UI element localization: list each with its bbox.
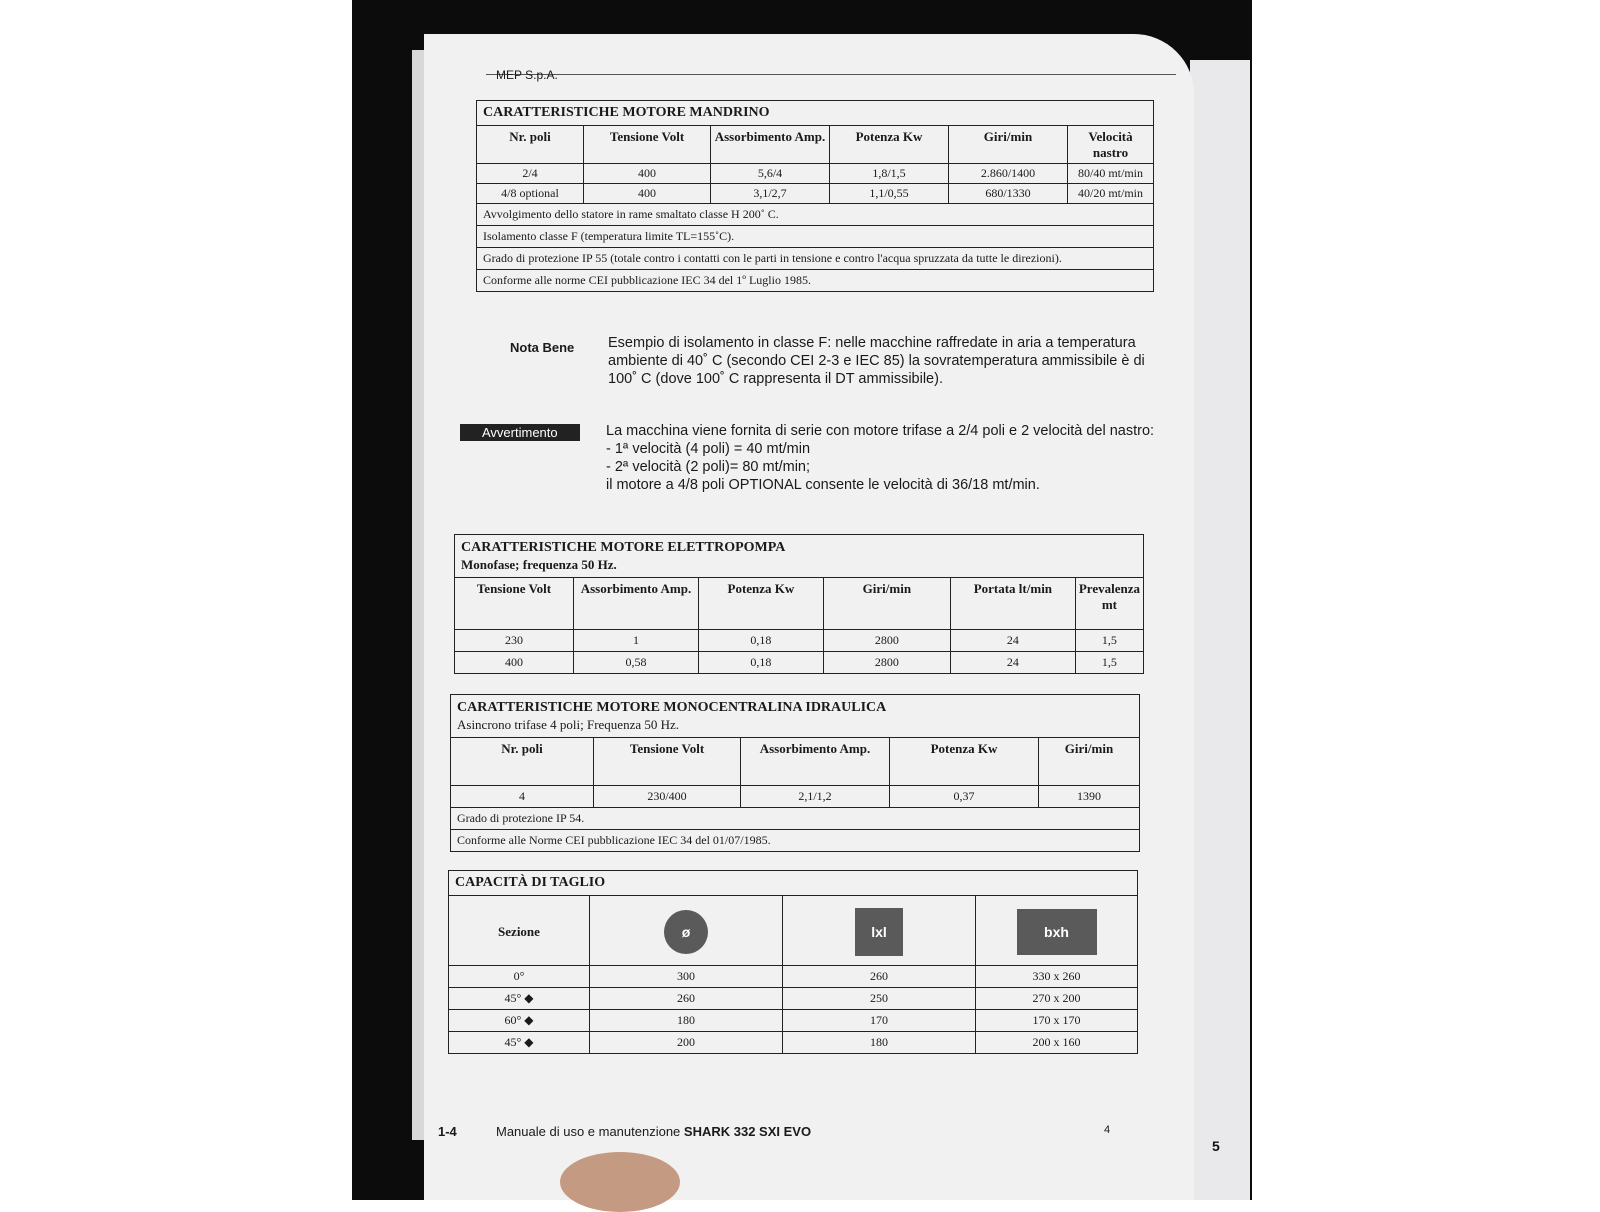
- table-row: [455, 652, 1144, 674]
- table-cell: 230/400: [594, 786, 741, 808]
- table-cell: 40/20 mt/min: [1068, 184, 1154, 204]
- nota-bene-text: Esempio di isolamento in classe F: nelle macchine raffredate in aria a temperatura ambiente di 40˚ C (secondo CEI 2-3 e IEC 85) la sovratemperatura ammissibile è di 100˚ C (dove 100˚ C rappresenta il DT ammissibile).: [608, 335, 1145, 387]
- warning-badge: Avvertimento: [460, 424, 580, 441]
- table-cell: 400: [584, 164, 711, 184]
- table-cell: 0,18: [698, 652, 823, 674]
- monocentralina-header: Nr. poli: [451, 738, 594, 786]
- table-cell: 24: [950, 652, 1075, 674]
- mandrino-section: [476, 100, 1154, 292]
- mandrino-header: Assorbimento Amp.: [711, 126, 830, 164]
- table-row: [477, 164, 1154, 184]
- note-line: Grado di protezione IP 54.: [451, 808, 1140, 830]
- table-cell: 180: [590, 1010, 783, 1032]
- table-cell: 2800: [823, 630, 950, 652]
- taglio-section-header: Sezione: [449, 896, 590, 966]
- next-page-edge: [1190, 60, 1250, 1200]
- table-cell: 0,37: [890, 786, 1039, 808]
- warning-line: La macchina viene fornita di serie con motore trifase a 2/4 poli e 2 velocità del nastro:: [606, 423, 1155, 439]
- table-cell: 1: [573, 630, 698, 652]
- table-cell: 2,1/1,2: [741, 786, 890, 808]
- mandrino-header: Tensione Volt: [584, 126, 711, 164]
- table-cell: 230: [455, 630, 574, 652]
- monocentralina-header: Tensione Volt: [594, 738, 741, 786]
- elettropompa-table: [454, 534, 1144, 674]
- elettropompa-title: CARATTERISTICHE MOTORE ELETTROPOMPA: [461, 540, 786, 555]
- rectangle-section-icon: bxh: [1017, 909, 1097, 955]
- table-cell: 0°: [449, 966, 590, 988]
- table-cell: 680/1330: [949, 184, 1068, 204]
- mandrino-header: Velocità nastro: [1068, 126, 1154, 164]
- elettropompa-header: Potenza Kw: [698, 578, 823, 630]
- table-cell: 24: [950, 630, 1075, 652]
- elettropompa-header: Portata lt/min: [950, 578, 1075, 630]
- nota-bene-label: Nota Bene: [510, 340, 575, 355]
- table-cell: 45° ◆: [449, 988, 590, 1010]
- table-cell: 60° ◆: [449, 1010, 590, 1032]
- page-number: 1-4: [438, 1124, 457, 1139]
- footer-model: SHARK 332 SXI EVO: [683, 1124, 812, 1139]
- elettropompa-subtitle: Monofase; frequenza 50 Hz.: [461, 557, 617, 572]
- table-row: [455, 630, 1144, 652]
- table-cell: 250: [783, 988, 976, 1010]
- thumb: [560, 1152, 680, 1212]
- monocentralina-title: CARATTERISTICHE MOTORE MONOCENTRALINA IDRAULICA: [457, 700, 887, 715]
- table-row: [449, 988, 1138, 1010]
- table-cell: 2/4: [477, 164, 584, 184]
- table-cell: 170 x 170: [976, 1010, 1138, 1032]
- diameter-icon: ø: [664, 910, 708, 954]
- header-rule: [486, 74, 1176, 75]
- monocentralina-header: Giri/min: [1039, 738, 1140, 786]
- monocentralina-section: [450, 694, 1140, 852]
- table-cell: 1390: [1039, 786, 1140, 808]
- taglio-square-header: [783, 896, 976, 966]
- taglio-section: [448, 870, 1138, 1054]
- mandrino-title: CARATTERISTICHE MOTORE MANDRINO: [477, 101, 1154, 126]
- table-cell: 4/8 optional: [477, 184, 584, 204]
- mandrino-notes: [476, 203, 1154, 292]
- footer-small-number: 4: [1104, 1124, 1111, 1136]
- table-cell: 200 x 160: [976, 1032, 1138, 1054]
- table-cell: 400: [455, 652, 574, 674]
- table-cell: 45° ◆: [449, 1032, 590, 1054]
- table-cell: 200: [590, 1032, 783, 1054]
- footer-manual-title: [496, 1124, 811, 1139]
- table-row: [449, 966, 1138, 988]
- warning-line: - 1ª velocità (4 poli) = 40 mt/min: [606, 441, 811, 457]
- mandrino-table: [476, 100, 1154, 204]
- monocentralina-table: [450, 694, 1140, 808]
- taglio-rect-header: [976, 896, 1138, 966]
- next-page-number: 5: [1212, 1138, 1220, 1154]
- note-line: Conforme alle norme CEI pubblicazione IEC 34 del 1º Luglio 1985.: [477, 270, 1154, 292]
- table-cell: 80/40 mt/min: [1068, 164, 1154, 184]
- elettropompa-header: Prevalenza mt: [1075, 578, 1143, 630]
- table-cell: 1,1/0,55: [830, 184, 949, 204]
- table-cell: 170: [783, 1010, 976, 1032]
- footer-manual-label: Manuale di uso e manutenzione: [496, 1124, 681, 1139]
- monocentralina-notes: [450, 807, 1140, 852]
- table-cell: 330 x 260: [976, 966, 1138, 988]
- table-row: [451, 786, 1140, 808]
- table-row: [449, 1032, 1138, 1054]
- elettropompa-header: Assorbimento Amp.: [573, 578, 698, 630]
- page-header: MEP S.p.A.: [496, 68, 558, 82]
- table-cell: 300: [590, 966, 783, 988]
- monocentralina-header: Assorbimento Amp.: [741, 738, 890, 786]
- table-cell: 2800: [823, 652, 950, 674]
- table-cell: 1,5: [1075, 652, 1143, 674]
- warning-line: il motore a 4/8 poli OPTIONAL consente le velocità di 36/18 mt/min.: [606, 477, 1040, 493]
- mandrino-header: Potenza Kw: [830, 126, 949, 164]
- table-cell: 5,6/4: [711, 164, 830, 184]
- table-cell: 0,18: [698, 630, 823, 652]
- warning-text: [606, 422, 1166, 494]
- warning-line: - 2ª velocità (2 poli)= 80 mt/min;: [606, 459, 811, 475]
- monocentralina-title-cell: [451, 695, 1140, 738]
- table-cell: 3,1/2,7: [711, 184, 830, 204]
- table-cell: 260: [590, 988, 783, 1010]
- table-cell: 400: [584, 184, 711, 204]
- table-cell: 0,58: [573, 652, 698, 674]
- manual-page: [424, 34, 1194, 1200]
- taglio-title: CAPACITÀ DI TAGLIO: [449, 871, 1138, 896]
- table-cell: 2.860/1400: [949, 164, 1068, 184]
- note-line: Avvolgimento dello statore in rame smaltato classe H 200˚ C.: [477, 204, 1154, 226]
- note-line: Conforme alle Norme CEI pubblicazione IEC 34 del 01/07/1985.: [451, 830, 1140, 852]
- monocentralina-header: Potenza Kw: [890, 738, 1039, 786]
- taglio-round-header: [590, 896, 783, 966]
- mandrino-header: Nr. poli: [477, 126, 584, 164]
- table-cell: 270 x 200: [976, 988, 1138, 1010]
- table-row: [449, 1010, 1138, 1032]
- table-cell: 260: [783, 966, 976, 988]
- table-cell: 180: [783, 1032, 976, 1054]
- table-cell: 4: [451, 786, 594, 808]
- note-line: Grado di protezione IP 55 (totale contro i contatti con le parti in tensione e contro l'acqua spruzzata da tutte le direzioni).: [477, 248, 1154, 270]
- elettropompa-header: Giri/min: [823, 578, 950, 630]
- mandrino-header: Giri/min: [949, 126, 1068, 164]
- elettropompa-title-cell: [455, 535, 1144, 578]
- elettropompa-header: Tensione Volt: [455, 578, 574, 630]
- table-cell: 1,5: [1075, 630, 1143, 652]
- elettropompa-section: [454, 534, 1144, 674]
- square-section-icon: lxl: [855, 908, 903, 956]
- monocentralina-subtitle: Asincrono trifase 4 poli; Frequenza 50 Hz.: [457, 717, 680, 732]
- table-cell: 1,8/1,5: [830, 164, 949, 184]
- table-row: [477, 184, 1154, 204]
- note-line: Isolamento classe F (temperatura limite TL=155˚C).: [477, 226, 1154, 248]
- taglio-table: [448, 870, 1138, 1054]
